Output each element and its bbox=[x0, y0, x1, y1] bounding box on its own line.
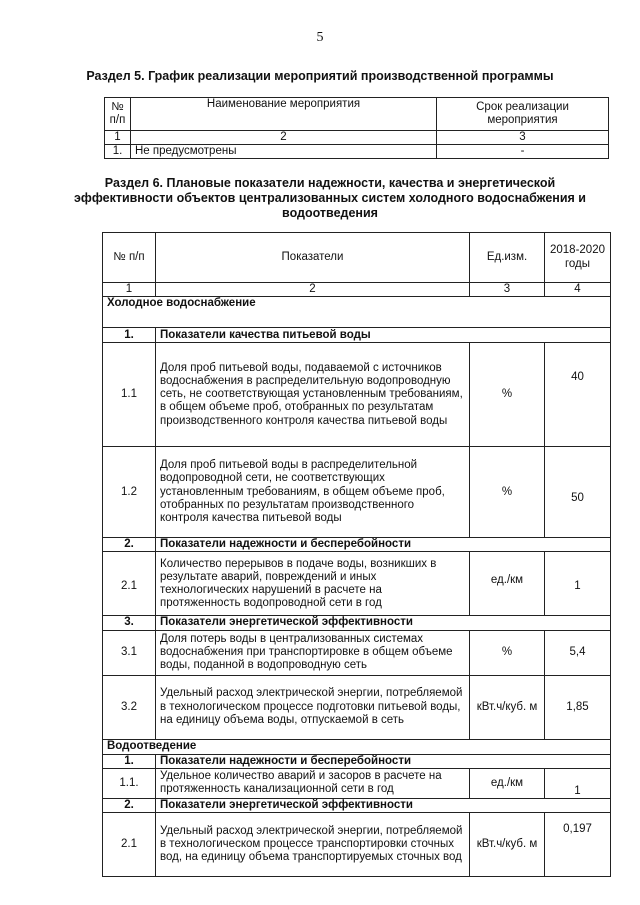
row-unit: % bbox=[470, 447, 545, 538]
group-row bbox=[103, 754, 611, 768]
group-num: 2. bbox=[103, 798, 156, 812]
numbering-cell: 3 bbox=[437, 131, 609, 145]
row-unit: ед./км bbox=[470, 768, 545, 798]
numbering-row bbox=[105, 131, 609, 145]
header-years: 2018-2020 годы bbox=[545, 233, 611, 283]
sewage-label: Водоотведение bbox=[103, 739, 611, 754]
row-name: Не предусмотрены bbox=[131, 145, 437, 159]
table-row bbox=[103, 447, 611, 538]
group-row bbox=[103, 538, 611, 552]
row-value: 1,85 bbox=[545, 675, 611, 739]
section-label-row bbox=[103, 297, 611, 328]
numbering-cell: 2 bbox=[156, 283, 470, 297]
row-num: 3.2 bbox=[103, 675, 156, 739]
group-row bbox=[103, 798, 611, 812]
numbering-cell: 1 bbox=[105, 131, 131, 145]
row-num: 3.1 bbox=[103, 630, 156, 675]
row-value: 0,197 bbox=[545, 813, 611, 877]
page-number: 5 bbox=[316, 30, 324, 45]
table-row bbox=[103, 552, 611, 616]
group-title: Показатели энергетической эффективности bbox=[156, 798, 611, 812]
row-text: Доля проб питьевой воды, подаваемой с источников водоснабжения в распределительную водопроводную сеть, не соответствующая установленным требованиям, в общем объеме проб, отобранных по результатам производственного контроля качества питьевой воды bbox=[156, 343, 470, 447]
group-title: Показатели качества питьевой воды bbox=[156, 328, 611, 343]
header-num: № п/п bbox=[103, 233, 156, 283]
group-title: Показатели энергетической эффективности bbox=[156, 616, 611, 630]
group-title: Показатели надежности и бесперебойности bbox=[156, 538, 611, 552]
row-value: 40 bbox=[545, 343, 611, 447]
section6-table bbox=[102, 232, 611, 877]
row-unit: % bbox=[470, 630, 545, 675]
table-row bbox=[103, 813, 611, 877]
table-row bbox=[103, 675, 611, 739]
table-row bbox=[103, 343, 611, 447]
row-num: 1. bbox=[105, 145, 131, 159]
section6-title: Раздел 6. Плановые показатели надежности, качества и энергетической эффективности объектов централизованных систем холодного водоснабжения и водоотведения bbox=[74, 176, 586, 220]
row-unit: ед./км bbox=[470, 552, 545, 616]
row-text: Удельный расход электрической энергии, потребляемой в технологическом процессе транспортировки сточных вод, на единицу объема транспортируемых сточных вод bbox=[156, 813, 470, 877]
cold-water-label: Холодное водоснабжение bbox=[103, 297, 611, 328]
row-value: 1 bbox=[545, 768, 611, 798]
row-text: Удельный расход электрической энергии, потребляемой в технологическом процессе подготовки питьевой воды, на единицу объема воды, отпускаемой в сеть bbox=[156, 675, 470, 739]
numbering-row bbox=[103, 283, 611, 297]
row-num: 1.1. bbox=[103, 768, 156, 798]
row-text: Удельное количество аварий и засоров в расчете на протяженность канализационной сети в год bbox=[156, 768, 470, 798]
row-unit: кВт.ч/куб. м bbox=[470, 813, 545, 877]
group-num: 1. bbox=[103, 328, 156, 343]
numbering-cell: 1 bbox=[103, 283, 156, 297]
row-num: 1.2 bbox=[103, 447, 156, 538]
row-unit: % bbox=[470, 343, 545, 447]
row-value: 1 bbox=[545, 552, 611, 616]
row-text: Доля потерь воды в централизованных системах водоснабжения при транспортировке в общем объеме воды, поданной в водопроводную сеть bbox=[156, 630, 470, 675]
group-title: Показатели надежности и бесперебойности bbox=[156, 754, 611, 768]
numbering-cell: 4 bbox=[545, 283, 611, 297]
row-value: 5,4 bbox=[545, 630, 611, 675]
table-row bbox=[103, 630, 611, 675]
table-header-row bbox=[103, 233, 611, 283]
table-row bbox=[105, 145, 609, 159]
row-num: 1.1 bbox=[103, 343, 156, 447]
section5-title: Раздел 5. График реализации мероприятий производственной программы bbox=[86, 69, 554, 83]
section5-table bbox=[104, 97, 609, 159]
section-label-row bbox=[103, 739, 611, 754]
group-num: 2. bbox=[103, 538, 156, 552]
row-unit: кВт.ч/куб. м bbox=[470, 675, 545, 739]
row-num: 2.1 bbox=[103, 813, 156, 877]
numbering-cell: 2 bbox=[131, 131, 437, 145]
header-term: Срок реализации мероприятия bbox=[437, 98, 609, 131]
header-indicator: Показатели bbox=[156, 233, 470, 283]
row-num: 2.1 bbox=[103, 552, 156, 616]
numbering-cell: 3 bbox=[470, 283, 545, 297]
row-term: - bbox=[437, 145, 609, 159]
header-name: Наименование мероприятия bbox=[131, 98, 437, 131]
group-row bbox=[103, 616, 611, 630]
row-text: Количество перерывов в подаче воды, возникших в результате аварий, повреждений и иных технологических нарушений в расчете на протяженность водопроводной сети в год bbox=[156, 552, 470, 616]
header-num: № п/п bbox=[105, 98, 131, 131]
table-header-row bbox=[105, 98, 609, 131]
row-text: Доля проб питьевой воды в распределительной водопроводной сети, не соответствующих установленным требованиям, в общем объеме проб, отобранных по результатам производственного контроля качества питьевой воды bbox=[156, 447, 470, 538]
group-num: 1. bbox=[103, 754, 156, 768]
group-num: 3. bbox=[103, 616, 156, 630]
row-value: 50 bbox=[545, 447, 611, 538]
header-unit: Ед.изм. bbox=[470, 233, 545, 283]
table-row bbox=[103, 768, 611, 798]
group-row bbox=[103, 328, 611, 343]
